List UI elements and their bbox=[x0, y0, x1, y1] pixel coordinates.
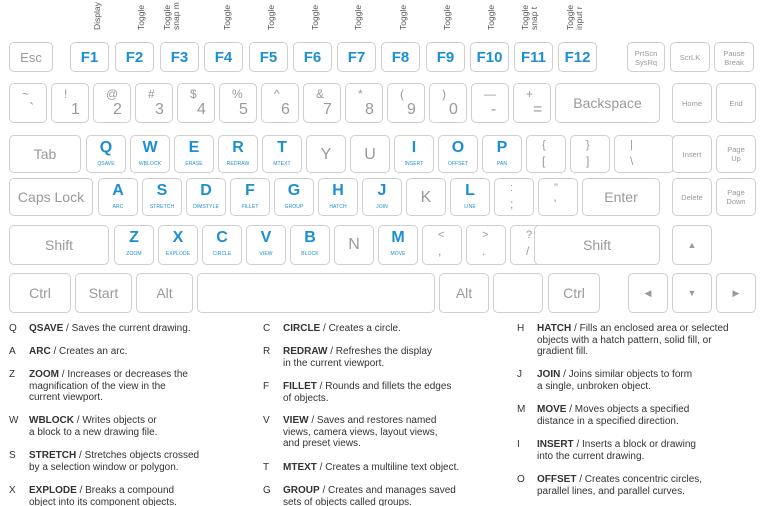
legend-entry-command: MTEXT bbox=[283, 462, 317, 473]
legend-entry-command: QSAVE bbox=[29, 323, 64, 334]
y-key[interactable] bbox=[306, 135, 346, 173]
legend-entry-command: REDRAW bbox=[283, 346, 328, 357]
f10-key[interactable] bbox=[470, 42, 509, 72]
legend-entry-text bbox=[283, 462, 459, 474]
c-key[interactable] bbox=[202, 225, 242, 265]
u-key-letter: U bbox=[364, 146, 376, 163]
backspace-key[interactable] bbox=[555, 83, 660, 123]
legend-entry-command: STRETCH bbox=[29, 450, 77, 461]
function-key-caption: Toggle bbox=[486, 4, 496, 30]
legend-entry-key: O bbox=[517, 474, 525, 485]
legend-entry-description: / Increases or decreases the magnification of the view in the current viewport. bbox=[29, 369, 188, 403]
legend-entry-text bbox=[29, 369, 188, 404]
legend-entry-description: / Writes objects or a block to a new drawing file. bbox=[29, 415, 158, 438]
legend-entry-description: / Joins similar objects to form a single, unbroken object. bbox=[537, 369, 693, 392]
f9-key[interactable] bbox=[426, 42, 465, 72]
function-key-caption: Toggle bbox=[310, 4, 320, 30]
number-key-5[interactable] bbox=[219, 83, 257, 123]
s-key-letter: S bbox=[156, 182, 168, 199]
number-key-shift-symbol: — bbox=[484, 87, 496, 101]
n-key[interactable] bbox=[334, 225, 374, 265]
q-key-command: QSAVE bbox=[97, 161, 115, 167]
x-key-letter: X bbox=[172, 229, 184, 246]
right-ctrl-key-label: Ctrl bbox=[563, 285, 585, 301]
arrow-up-icon: ▲ bbox=[687, 240, 697, 250]
o-key-letter: O bbox=[451, 139, 465, 156]
number-key-0[interactable] bbox=[9, 83, 47, 123]
h-key-command: HATCH bbox=[329, 204, 347, 210]
home-key-label: Home bbox=[681, 99, 702, 108]
f1-key[interactable] bbox=[70, 42, 109, 72]
legend-entry-key: G bbox=[263, 485, 271, 496]
punct-z-key-1-symbol: . bbox=[482, 244, 486, 258]
punct-z-key-2-symbol: / bbox=[526, 244, 530, 258]
w-key-letter: W bbox=[142, 139, 158, 156]
l-key-letter: L bbox=[465, 182, 475, 199]
legend-entry-description: / Saves the current drawing. bbox=[63, 323, 191, 334]
number-key-shift-symbol: & bbox=[316, 87, 325, 101]
arrow-up-key[interactable] bbox=[672, 225, 712, 265]
number-key-shift-symbol: ( bbox=[400, 87, 404, 101]
bracket-key-2[interactable] bbox=[614, 135, 674, 173]
g-key-command: GROUP bbox=[284, 204, 304, 210]
punct-key-0-symbol: ; bbox=[510, 197, 514, 211]
f4-key[interactable] bbox=[204, 42, 243, 72]
r-key[interactable] bbox=[218, 135, 258, 173]
number-key-6[interactable] bbox=[261, 83, 299, 123]
legend-entry-key: R bbox=[263, 346, 271, 357]
number-key-7[interactable] bbox=[303, 83, 341, 123]
arrow-right-icon: ▶ bbox=[732, 288, 740, 298]
f-key-letter: F bbox=[245, 182, 255, 199]
number-key-12[interactable] bbox=[513, 83, 551, 123]
start-key-label: Start bbox=[88, 285, 119, 301]
f5-key[interactable] bbox=[249, 42, 288, 72]
legend-entry-text bbox=[537, 439, 696, 462]
bracket-key-0-shift-symbol: { bbox=[542, 139, 546, 151]
legend-entry-key: T bbox=[263, 462, 270, 473]
prtscn-key[interactable] bbox=[627, 42, 665, 72]
m-key-letter: M bbox=[391, 229, 405, 246]
function-key-caption: Toggle bbox=[266, 4, 276, 30]
legend-entry-key: H bbox=[517, 323, 525, 334]
legend-entry-command: HATCH bbox=[537, 323, 572, 334]
bracket-key-0[interactable] bbox=[526, 135, 566, 173]
legend-entry-description: / Refreshes the display in the current viewport. bbox=[283, 346, 432, 369]
legend-entry-key: X bbox=[9, 485, 16, 496]
pageup-key-label: Page Up bbox=[727, 145, 745, 163]
f2-key-label: F2 bbox=[125, 49, 144, 66]
esc-key-label: Esc bbox=[20, 50, 42, 65]
f10-key-label: F10 bbox=[476, 49, 503, 66]
pagedown-key[interactable] bbox=[716, 178, 756, 216]
legend-entry-description: / Creates and manages saved sets of objects called groups. bbox=[283, 485, 456, 506]
f7-key[interactable] bbox=[337, 42, 376, 72]
number-key-shift-symbol: % bbox=[232, 87, 243, 101]
i-key-letter: I bbox=[411, 139, 417, 156]
insert-key[interactable] bbox=[672, 135, 712, 173]
legend-entry-text bbox=[537, 323, 729, 358]
punct-z-key-2-shift-symbol: ? bbox=[526, 229, 533, 241]
z-key-letter: Z bbox=[129, 229, 139, 246]
d-key-command: DIMSTYLE bbox=[193, 204, 219, 210]
legend-entry-key: Q bbox=[9, 323, 17, 334]
legend-entry-key: C bbox=[263, 323, 271, 334]
i-key[interactable] bbox=[394, 135, 434, 173]
r-key-command: REDRAW bbox=[226, 161, 250, 167]
legend-entry-command: MOVE bbox=[537, 404, 567, 415]
j-key-command: JOIN bbox=[376, 204, 388, 210]
number-key-symbol: 1 bbox=[71, 101, 80, 118]
bracket-key-1[interactable] bbox=[570, 135, 610, 173]
arrow-left-key[interactable] bbox=[628, 273, 668, 313]
legend-entry-text bbox=[29, 485, 177, 506]
left-shift-key[interactable] bbox=[9, 225, 109, 265]
a-key[interactable] bbox=[98, 178, 138, 216]
end-key[interactable] bbox=[716, 83, 756, 123]
legend-entry-description: / Saves and restores named views, camera views, layout views, and preset views. bbox=[283, 415, 438, 449]
enter-key[interactable] bbox=[582, 178, 660, 216]
punct-key-0[interactable] bbox=[494, 178, 534, 216]
legend-entry-text bbox=[283, 381, 451, 404]
number-key-1[interactable] bbox=[51, 83, 89, 123]
number-key-symbol: ` bbox=[29, 101, 35, 118]
number-key-symbol: 5 bbox=[239, 101, 248, 118]
b-key-letter: B bbox=[304, 229, 316, 246]
number-key-symbol: 4 bbox=[197, 101, 206, 118]
scrlk-key-label: ScrLK bbox=[679, 53, 701, 62]
number-key-3[interactable] bbox=[135, 83, 173, 123]
s-key-command: STRETCH bbox=[149, 204, 175, 210]
punct-key-0-shift-symbol: : bbox=[510, 182, 514, 194]
tab-key[interactable] bbox=[9, 135, 81, 173]
k-key-letter: K bbox=[420, 189, 432, 206]
legend-entry-key: V bbox=[263, 415, 270, 426]
legend-entry-key: Z bbox=[9, 369, 16, 380]
function-key-caption: Toggle bbox=[442, 4, 452, 30]
p-key-command: PAN bbox=[496, 161, 508, 167]
t-key-command: MTEXT bbox=[273, 161, 291, 167]
caps-lock-key-label: Caps Lock bbox=[17, 189, 85, 205]
number-key-2[interactable] bbox=[93, 83, 131, 123]
legend-entry-command: INSERT bbox=[537, 439, 574, 450]
punct-key-1[interactable] bbox=[538, 178, 578, 216]
legend-entry-description: / Creates an arc. bbox=[50, 346, 128, 357]
legend-entry-key: J bbox=[517, 369, 522, 380]
f11-key-label: F11 bbox=[520, 49, 547, 66]
p-key[interactable] bbox=[482, 135, 522, 173]
function-key-caption: Toggle input r bbox=[565, 4, 584, 30]
f-key-command: FILLET bbox=[241, 204, 259, 210]
backspace-key-label: Backspace bbox=[573, 95, 642, 111]
function-key-caption: Toggle bbox=[136, 4, 146, 30]
z-key-command: ZOOM bbox=[126, 251, 142, 257]
number-key-shift-symbol: @ bbox=[106, 87, 119, 101]
f8-key[interactable] bbox=[381, 42, 420, 72]
legend-entry-command: WBLOCK bbox=[29, 415, 74, 426]
k-key[interactable] bbox=[406, 178, 446, 216]
c-key-command: CIRCLE bbox=[212, 251, 232, 257]
m-key-command: MOVE bbox=[390, 251, 406, 257]
legend-entry-description: / Creates a multiline text object. bbox=[316, 462, 460, 473]
e-key-command: ERASE bbox=[185, 161, 203, 167]
f6-key-label: F6 bbox=[303, 49, 322, 66]
q-key-letter: Q bbox=[99, 139, 113, 156]
number-key-9[interactable] bbox=[387, 83, 425, 123]
punct-key-1-symbol: ' bbox=[554, 197, 557, 211]
f12-key[interactable] bbox=[558, 42, 597, 72]
f11-key[interactable] bbox=[514, 42, 553, 72]
legend-entry-text bbox=[29, 346, 127, 358]
h-key-letter: H bbox=[332, 182, 344, 199]
pause-key[interactable] bbox=[714, 42, 754, 72]
right-alt-key-label: Alt bbox=[455, 285, 473, 301]
number-key-10[interactable] bbox=[429, 83, 467, 123]
legend-entry-description: / Inserts a block or drawing into the current drawing. bbox=[537, 439, 696, 462]
pageup-key[interactable] bbox=[716, 135, 756, 173]
f5-key-label: F5 bbox=[259, 49, 278, 66]
number-key-11[interactable] bbox=[471, 83, 509, 123]
m-key[interactable] bbox=[378, 225, 418, 265]
legend-entry-description: / Creates concentric circles, parallel lines, and parallel curves. bbox=[537, 474, 703, 497]
arrow-right-key[interactable] bbox=[716, 273, 756, 313]
right-ctrl-key[interactable] bbox=[548, 273, 600, 313]
pause-key-label: Pause Break bbox=[723, 49, 745, 67]
bracket-key-1-symbol: ] bbox=[586, 154, 590, 168]
right-shift-key[interactable] bbox=[534, 225, 660, 265]
arrow-down-key[interactable] bbox=[672, 273, 712, 313]
function-key-caption: Toggle bbox=[398, 4, 408, 30]
number-key-symbol: = bbox=[533, 101, 543, 118]
number-key-shift-symbol: ^ bbox=[274, 87, 280, 101]
f2-key[interactable] bbox=[115, 42, 154, 72]
x-key-command: EXPLODE bbox=[165, 251, 191, 257]
legend-entry-text bbox=[537, 369, 692, 392]
punct-z-key-0[interactable] bbox=[422, 225, 462, 265]
enter-key-label: Enter bbox=[604, 189, 638, 205]
u-key[interactable] bbox=[350, 135, 390, 173]
x-key[interactable] bbox=[158, 225, 198, 265]
legend-entry-description: / Creates a circle. bbox=[320, 323, 401, 334]
left-ctrl-key-label: Ctrl bbox=[29, 285, 51, 301]
c-key-letter: C bbox=[216, 229, 228, 246]
legend-entry-key: W bbox=[9, 415, 19, 426]
function-key-caption: Toggle bbox=[353, 4, 363, 30]
y-key-letter: Y bbox=[320, 146, 332, 163]
number-key-8[interactable] bbox=[345, 83, 383, 123]
legend-entry-text bbox=[283, 415, 438, 450]
legend-entry-description: / Stretches objects crossed by a selection window or polygon. bbox=[29, 450, 200, 473]
z-key[interactable] bbox=[114, 225, 154, 265]
d-key[interactable] bbox=[186, 178, 226, 216]
s-key[interactable] bbox=[142, 178, 182, 216]
number-key-shift-symbol: ! bbox=[64, 87, 68, 101]
spacebar-key[interactable] bbox=[197, 273, 435, 313]
f9-key-label: F9 bbox=[436, 49, 455, 66]
o-key[interactable] bbox=[438, 135, 478, 173]
left-shift-key-label: Shift bbox=[44, 237, 73, 253]
legend-entry-description: / Fills an enclosed area or selected objects with a hatch pattern, solid fill, or gradient fill. bbox=[537, 323, 729, 357]
legend-entry-key: A bbox=[9, 346, 16, 357]
f1-key-label: F1 bbox=[80, 49, 99, 66]
f7-key-label: F7 bbox=[347, 49, 366, 66]
right-shift-key-label: Shift bbox=[582, 237, 611, 253]
delete-key-label: Delete bbox=[681, 193, 703, 202]
f4-key-label: F4 bbox=[214, 49, 233, 66]
f3-key[interactable] bbox=[160, 42, 199, 72]
delete-key[interactable] bbox=[672, 178, 712, 216]
h-key[interactable] bbox=[318, 178, 358, 216]
g-key[interactable] bbox=[274, 178, 314, 216]
end-key-label: End bbox=[729, 99, 743, 108]
number-key-shift-symbol: ~ bbox=[22, 87, 30, 101]
legend-entry-command: VIEW bbox=[283, 415, 309, 426]
blank-key[interactable] bbox=[493, 273, 543, 313]
e-key[interactable] bbox=[174, 135, 214, 173]
legend-entry-text bbox=[283, 346, 432, 369]
legend-entry-key: M bbox=[517, 404, 526, 415]
punct-z-key-0-shift-symbol: < bbox=[438, 229, 445, 241]
l-key[interactable] bbox=[450, 178, 490, 216]
v-key-letter: V bbox=[260, 229, 272, 246]
l-key-command: LINE bbox=[464, 204, 476, 210]
caps-lock-key[interactable] bbox=[9, 178, 93, 216]
j-key[interactable] bbox=[362, 178, 402, 216]
esc-key[interactable] bbox=[9, 42, 53, 72]
number-key-symbol: 7 bbox=[323, 101, 332, 118]
number-key-shift-symbol: ) bbox=[442, 87, 446, 101]
r-key-letter: R bbox=[232, 139, 244, 156]
legend-entry-text bbox=[283, 485, 456, 506]
w-key[interactable] bbox=[130, 135, 170, 173]
f8-key-label: F8 bbox=[391, 49, 410, 66]
legend-entry-key: S bbox=[9, 450, 16, 461]
f-key[interactable] bbox=[230, 178, 270, 216]
arrow-down-icon: ▼ bbox=[687, 288, 697, 298]
punct-z-key-0-symbol: , bbox=[438, 244, 442, 258]
number-key-shift-symbol: $ bbox=[190, 87, 197, 101]
f6-key[interactable] bbox=[293, 42, 332, 72]
number-key-symbol: - bbox=[491, 101, 497, 118]
g-key-letter: G bbox=[287, 182, 301, 199]
b-key[interactable] bbox=[290, 225, 330, 265]
f3-key-label: F3 bbox=[170, 49, 189, 66]
left-alt-key[interactable] bbox=[136, 273, 193, 313]
legend-entry-text bbox=[29, 323, 191, 335]
number-key-symbol: 6 bbox=[281, 101, 290, 118]
f12-key-label: F12 bbox=[564, 49, 591, 66]
legend-entry-key: I bbox=[517, 439, 520, 450]
function-key-caption: Display bbox=[92, 2, 102, 30]
bracket-key-2-shift-symbol: | bbox=[630, 139, 633, 151]
tab-key-label: Tab bbox=[33, 146, 57, 162]
legend-entry-command: OFFSET bbox=[537, 474, 577, 485]
p-key-letter: P bbox=[496, 139, 508, 156]
punct-z-key-1[interactable] bbox=[466, 225, 506, 265]
legend-entry-text bbox=[29, 450, 199, 473]
legend-entry-command: ARC bbox=[29, 346, 51, 357]
bracket-key-2-symbol: \ bbox=[630, 154, 634, 168]
number-key-4[interactable] bbox=[177, 83, 215, 123]
function-key-caption: Toggle snap t bbox=[520, 4, 539, 30]
arrow-left-icon: ◀ bbox=[644, 288, 652, 298]
left-alt-key-label: Alt bbox=[156, 285, 173, 301]
a-key-command: ARC bbox=[112, 204, 124, 210]
insert-key-label: Insert bbox=[682, 150, 702, 159]
pagedown-key-label: Page Down bbox=[726, 188, 746, 206]
bracket-key-0-symbol: [ bbox=[542, 154, 546, 168]
e-key-letter: E bbox=[188, 139, 200, 156]
prtscn-key-label: PrtScn SysRq bbox=[634, 49, 658, 67]
t-key-letter: T bbox=[277, 139, 287, 156]
legend-entry-command: FILLET bbox=[283, 381, 317, 392]
number-key-shift-symbol: # bbox=[148, 87, 155, 101]
legend-entry-description: / Moves objects a specified distance in a specified direction. bbox=[537, 404, 690, 427]
n-key-letter: N bbox=[348, 236, 360, 253]
i-key-command: INSERT bbox=[404, 161, 424, 167]
w-key-command: WBLOCK bbox=[138, 161, 162, 167]
legend-entry-command: EXPLODE bbox=[29, 485, 77, 496]
legend-entry-text bbox=[537, 474, 702, 497]
legend-entry-command: JOIN bbox=[537, 369, 561, 380]
bracket-key-1-shift-symbol: } bbox=[586, 139, 590, 151]
number-key-shift-symbol: + bbox=[526, 87, 534, 101]
punct-z-key-1-shift-symbol: > bbox=[482, 229, 489, 241]
legend-entry-description: / Rounds and fillets the edges of objects. bbox=[283, 381, 452, 404]
function-key-caption: Toggle bbox=[222, 4, 232, 30]
q-key[interactable] bbox=[86, 135, 126, 173]
j-key-letter: J bbox=[377, 182, 387, 199]
function-key-caption: Toggle snap m bbox=[162, 2, 181, 30]
number-key-symbol: 8 bbox=[365, 101, 374, 118]
punct-key-1-shift-symbol: " bbox=[554, 182, 558, 194]
legend-entry-text bbox=[537, 404, 689, 427]
b-key-command: BLOCK bbox=[301, 251, 319, 257]
start-key[interactable] bbox=[75, 273, 132, 313]
legend-entry-key: F bbox=[263, 381, 270, 392]
number-key-symbol: 0 bbox=[449, 101, 458, 118]
right-alt-key[interactable] bbox=[439, 273, 489, 313]
a-key-letter: A bbox=[112, 182, 124, 199]
home-key[interactable] bbox=[672, 83, 712, 123]
legend-entry-text bbox=[29, 415, 157, 438]
v-key[interactable] bbox=[246, 225, 286, 265]
number-key-shift-symbol: * bbox=[358, 87, 363, 101]
scrlk-key[interactable] bbox=[670, 42, 710, 72]
legend-entry-text bbox=[283, 323, 401, 335]
legend-entry-command: CIRCLE bbox=[283, 323, 321, 334]
v-key-command: VIEW bbox=[259, 251, 273, 257]
legend-entry-command: ZOOM bbox=[29, 369, 59, 380]
t-key[interactable] bbox=[262, 135, 302, 173]
number-key-symbol: 2 bbox=[113, 101, 122, 118]
left-ctrl-key[interactable] bbox=[9, 273, 71, 313]
legend-entry-description: / Breaks a compound object into its component objects. bbox=[29, 485, 177, 506]
number-key-symbol: 9 bbox=[407, 101, 416, 118]
number-key-symbol: 3 bbox=[155, 101, 164, 118]
d-key-letter: D bbox=[200, 182, 212, 199]
o-key-command: OFFSET bbox=[447, 161, 469, 167]
legend-entry-command: GROUP bbox=[283, 485, 320, 496]
